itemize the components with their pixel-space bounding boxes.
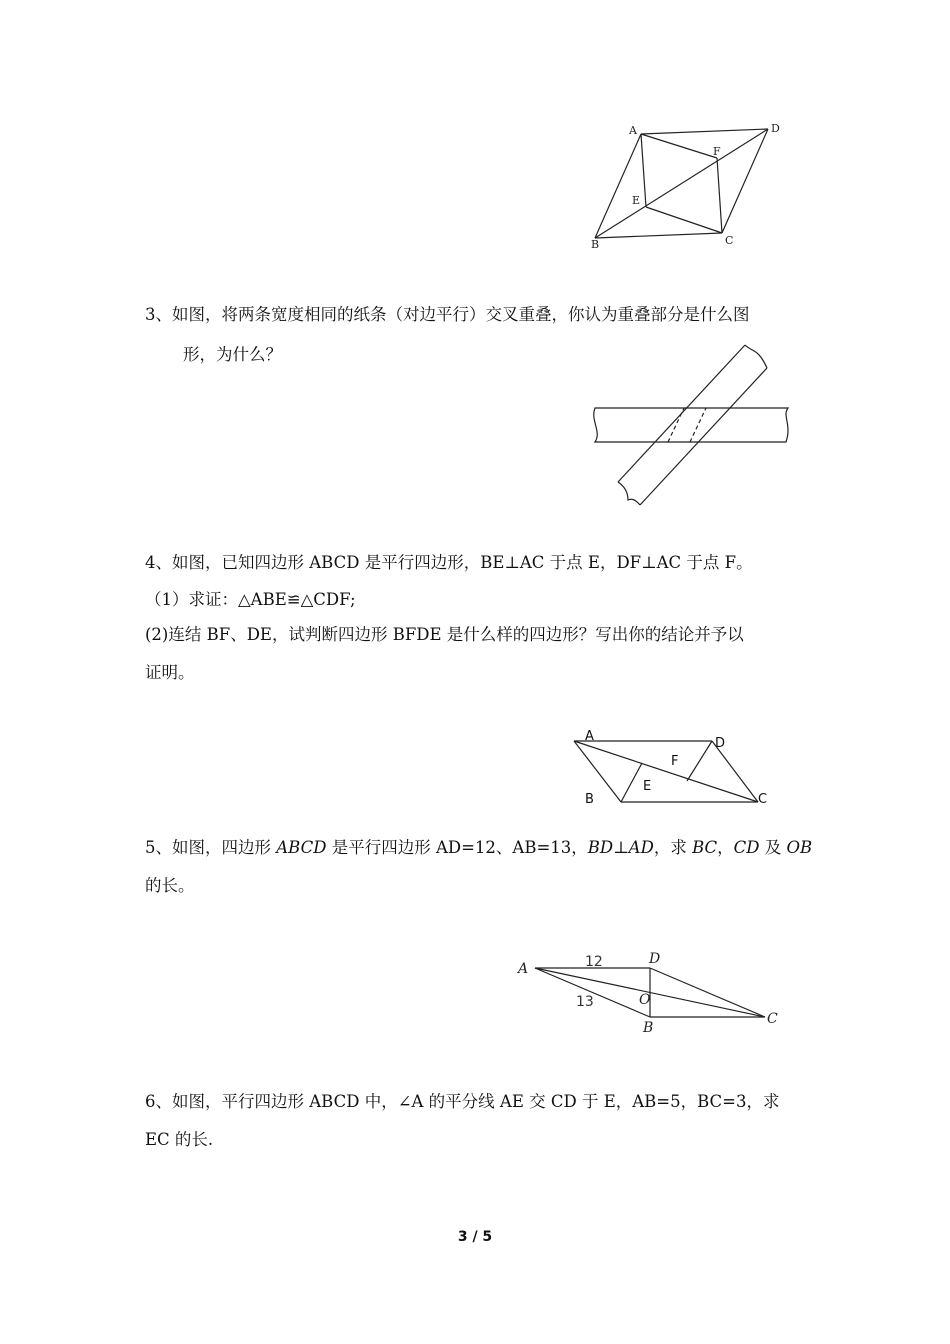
q4-vertex-label-c: C (758, 792, 768, 807)
q5-vertex-label-o: O (639, 992, 651, 1008)
q5-vertex-label-c: C (767, 1011, 778, 1027)
q5-text-c: 是平行四边形 AD=12、AB=13， (326, 838, 588, 857)
q5-vertex-label-d: D (649, 951, 661, 967)
q6-line-1: 6、如图，平行四边形 ABCD 中，∠A 的平分线 AE 交 CD 于 E，AB=5，BC=3，求 (145, 1092, 780, 1111)
q4-vertex-label-b: B (585, 792, 594, 807)
q5-text-bd: BD (587, 838, 614, 857)
q6-line-2: EC 的长. (145, 1130, 214, 1149)
vertex-label-d: D (771, 122, 780, 135)
q5-text-i: ， (717, 838, 734, 857)
q5-text-ad: AD (628, 838, 654, 857)
q4-line-4: 证明。 (145, 663, 195, 682)
q4-vertex-label-f: F (671, 754, 679, 769)
vertex-label-a: A (629, 124, 637, 137)
vertex-label-c: C (725, 234, 734, 247)
q5-length-label-ad: 12 (585, 954, 603, 970)
q5-text-ob: OB (786, 838, 813, 857)
q5-text-abcd: ABCD (276, 838, 327, 857)
q4-line-2: （1）求证：△ABE≌△CDF; (145, 590, 356, 609)
q5-line-1 (145, 838, 812, 858)
figure-parallelogram-perpendiculars (565, 725, 785, 815)
vertex-label-b: B (591, 238, 600, 251)
q5-text-perp: ⊥ (613, 838, 629, 857)
q5-length-label-ab: 13 (576, 994, 594, 1010)
q4-vertex-label-d: D (715, 736, 726, 751)
q4-vertex-label-a: A (585, 729, 594, 744)
q4-line-3: (2)连结 BF、DE，试判断四边形 BFDE 是什么样的四边形？写出你的结论并予以 (145, 625, 744, 644)
figure-parallelogram-diagonals (515, 945, 795, 1040)
q4-vertex-label-e: E (643, 779, 652, 794)
page-number: 3 / 5 (457, 1229, 493, 1245)
q5-text-bc: BC (692, 838, 718, 857)
figure-parallelogram-ef (585, 118, 785, 258)
q5-vertex-label-b: B (643, 1020, 654, 1036)
figure-crossed-strips (590, 340, 800, 515)
q5-line-2: 的长。 (145, 876, 195, 895)
q3-line-1: 3、如图，将两条宽度相同的纸条（对边平行）交叉重叠，你认为重叠部分是什么图 (145, 305, 750, 324)
q5-vertex-label-a: A (518, 961, 529, 977)
q3-line-2: 形，为什么？ (183, 345, 282, 364)
vertex-label-f: F (713, 145, 721, 158)
q5-text-k: 及 (759, 838, 787, 857)
q5-text-cd: CD (733, 838, 760, 857)
q5-text-g: ，求 (653, 838, 693, 857)
vertex-label-e: E (632, 194, 641, 207)
q5-text-a: 5、如图，四边形 (145, 838, 277, 857)
q4-line-1: 4、如图，已知四边形 ABCD 是平行四边形，BE⊥AC 于点 E，DF⊥AC 于点 F。 (145, 553, 753, 572)
